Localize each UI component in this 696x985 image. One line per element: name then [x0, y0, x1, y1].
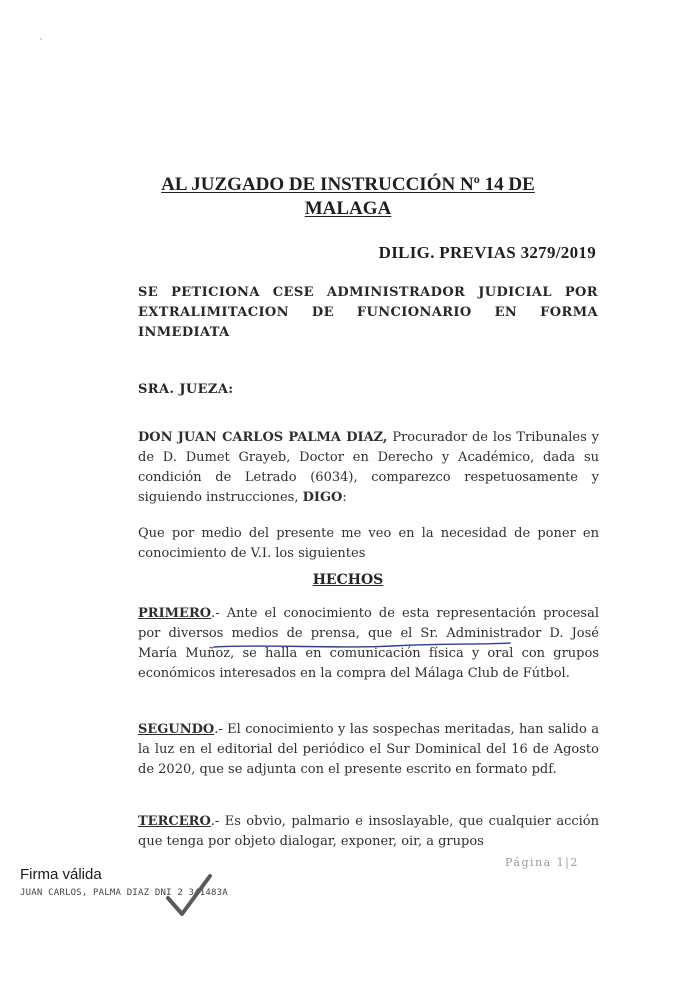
tercero-text: .- Es obvio, palmario e insoslayable, que cualquier acción que tenga por objeto dialogar, exponer, oir, a grupos	[138, 814, 599, 849]
attorney-name: DON JUAN CARLOS PALMA DIAZ,	[138, 430, 388, 445]
page-number: Página 1|2	[505, 856, 579, 869]
primero-label: PRIMERO	[138, 606, 212, 621]
intro-paragraph	[138, 428, 599, 508]
que-paragraph: Que por medio del presente me veo en la necesidad de poner en conocimiento de V.I. los siguientes	[138, 526, 599, 561]
court-heading-line2: MALAGA	[304, 198, 392, 219]
court-heading-line1: AL JUZGADO DE INSTRUCCIÓN Nº 14 DE	[161, 174, 535, 195]
salutation: SRA. JUEZA:	[138, 382, 234, 397]
hechos-title: HECHOS	[312, 572, 384, 588]
pen-underline-mark	[212, 640, 512, 654]
segundo-paragraph	[138, 720, 599, 780]
segundo-text: .- El conocimiento y las sospechas meritadas, han salido a la luz en el editorial del periódico el Sur Dominical del 16 de Agosto de 2020, que se adjunta con el presente escrito en formato pdf.	[138, 722, 599, 777]
primero-text: .- Ante el conocimiento de esta representación procesal por diversos medios de prensa, que el Sr. Administrador D. José María Muñoz, se halla en comunicación física y oral con grupos económicos interesados en la compra del Málaga Club de Fútbol.	[138, 606, 599, 681]
segundo-label: SEGUNDO	[138, 722, 215, 737]
digo-word: DIGO	[302, 490, 343, 505]
signer-identity: JUAN CARLOS, PALMA DIAZ DNI 2 341483A	[20, 888, 228, 898]
tercero-paragraph	[138, 812, 599, 852]
scan-speck	[40, 38, 42, 40]
signature-status: Firma válida	[20, 866, 102, 883]
valid-signature-check-icon	[164, 872, 214, 920]
intro-text: Procurador de los Tribunales y de D. Dumet Grayeb, Doctor en Derecho y Académico, dada su condición de Letrado (6034), comparezco respetuosamente y siguiendo instrucciones,	[138, 430, 599, 505]
intro-colon: :	[342, 490, 347, 505]
subject-line: SE PETICIONA CESE ADMINISTRADOR JUDICIAL POR EXTRALIMITACION DE FUNCIONARIO EN FORMA INMEDIATA	[138, 285, 598, 340]
case-reference: DILIG. PREVIAS 3279/2019	[378, 243, 596, 262]
tercero-label: TERCERO	[138, 814, 211, 829]
